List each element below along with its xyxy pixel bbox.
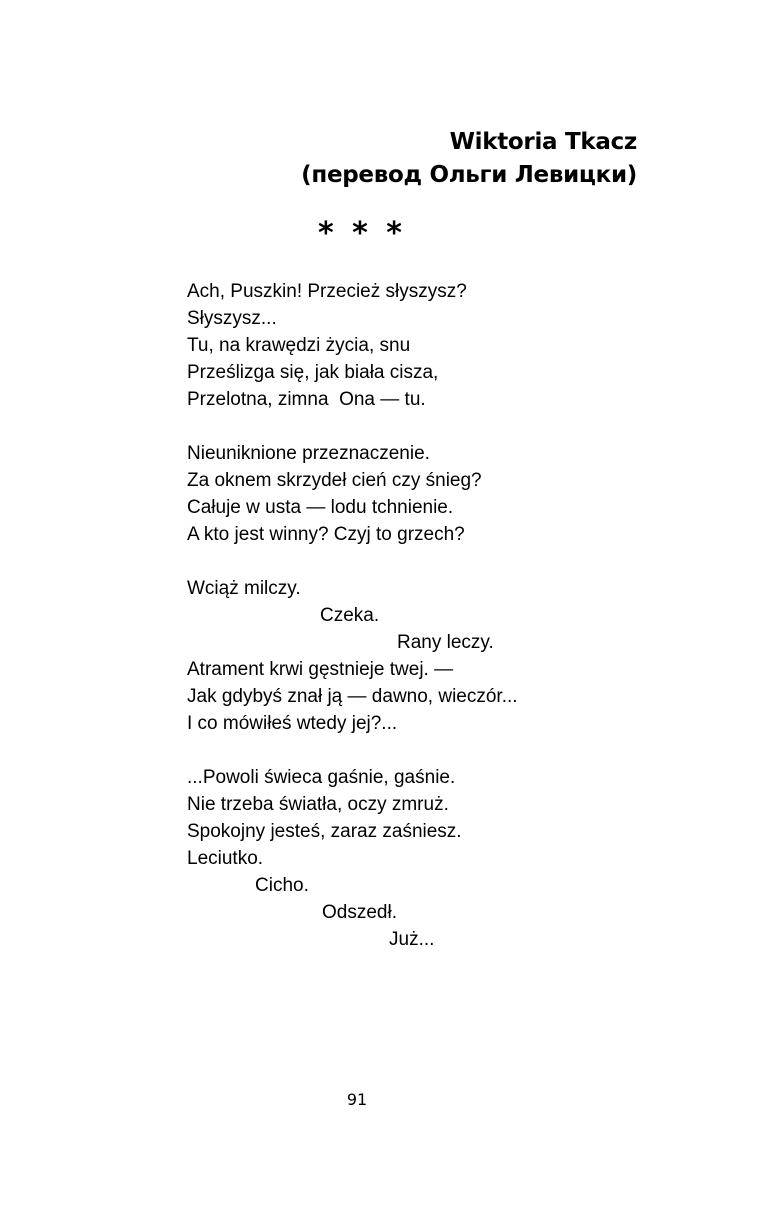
section-separator: * * *: [318, 216, 406, 251]
poem-line: Leciutko.: [187, 848, 264, 869]
poem-line: Za oknem skrzydeł cień czy śnieg?: [187, 470, 482, 491]
author-block: [301, 126, 637, 192]
poem-line: Przelotna, zimna Ona — tu.: [187, 389, 426, 410]
poem-line: Tu, na krawędzi życia, snu: [187, 335, 411, 356]
poem-line: Cicho.: [255, 875, 309, 896]
poem-line: ...Powoli świeca gaśnie, gaśnie.: [187, 767, 456, 788]
poem-line: Spokojny jesteś, zaraz zaśniesz.: [187, 821, 462, 842]
translation-note: (перевод Ольги Левицки): [301, 162, 637, 188]
poem-line: Odszedł.: [322, 902, 397, 923]
stanza-1: [187, 278, 518, 413]
poem-line: Atrament krwi gęstnieje twej. —: [187, 659, 454, 680]
poem-line: Już...: [389, 929, 435, 950]
stanza-4: [187, 764, 518, 953]
poem-line: Czeka.: [320, 605, 380, 626]
stanza-2: [187, 440, 518, 548]
poem-line: Prześlizga się, jak biała cisza,: [187, 362, 439, 383]
poem-line: Nieuniknione przeznaczenie.: [187, 443, 430, 464]
poem-line: Rany leczy.: [397, 632, 494, 653]
poem-line: Całuje w usta — lodu tchnienie.: [187, 497, 454, 518]
poem-line: Ach, Puszkin! Przecież słyszysz?: [187, 281, 467, 302]
stanza-3: [187, 575, 518, 737]
poem-line: A kto jest winny? Czyj to grzech?: [187, 524, 465, 545]
page-number: 91: [346, 1090, 368, 1109]
poem-line: Wciąż milczy.: [187, 578, 301, 599]
author-name: Wiktoria Tkacz: [449, 129, 637, 155]
poem-line: Słyszysz...: [187, 308, 277, 329]
poem-line: I co mówiłeś wtedy jej?...: [187, 713, 398, 734]
poem-line: Nie trzeba światła, oczy zmruż.: [187, 794, 449, 815]
poem: [187, 278, 518, 980]
poem-line: Jak gdybyś znał ją — dawno, wieczór...: [187, 686, 518, 707]
